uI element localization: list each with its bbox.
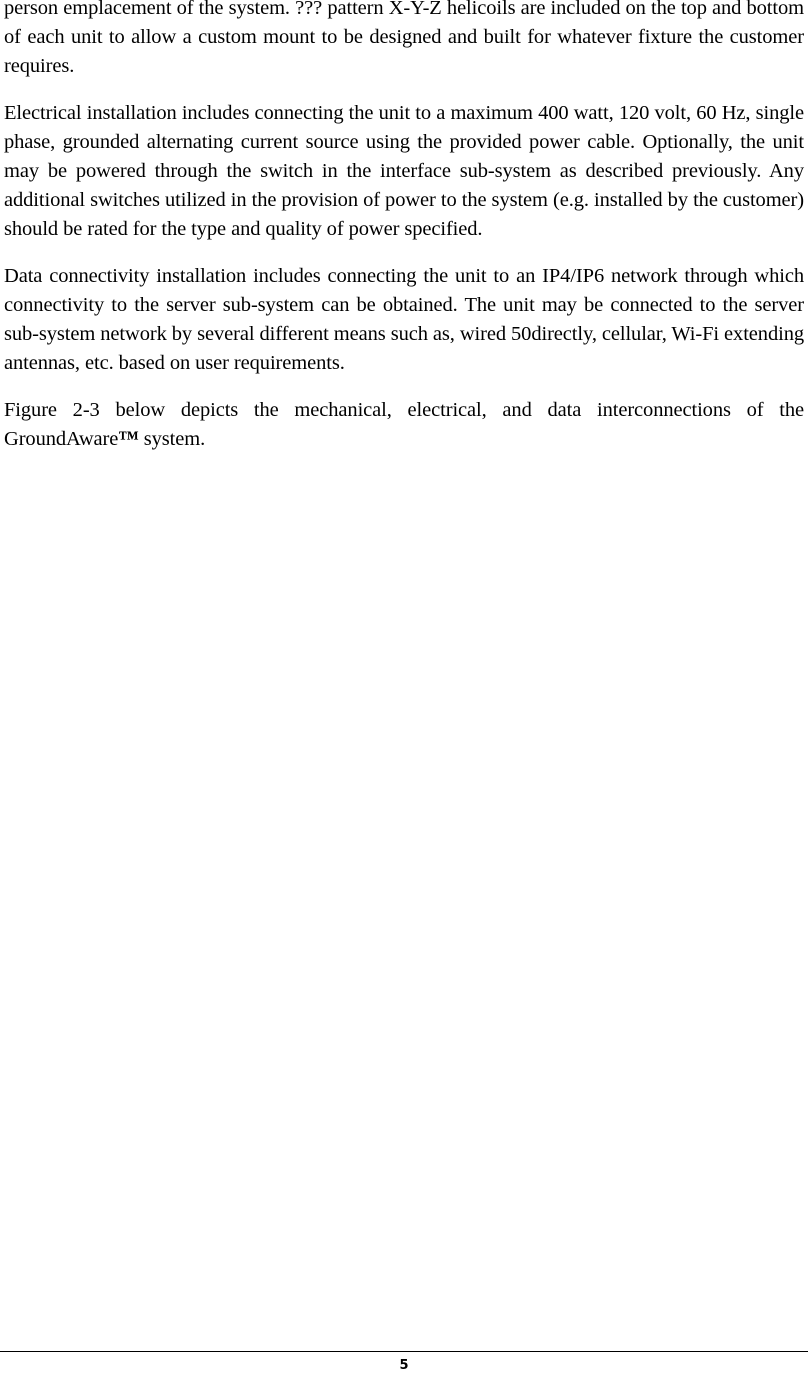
footer-divider xyxy=(0,1351,808,1352)
paragraph-electrical-installation: Electrical installation includes connecting the unit to a maximum 400 watt, 120 volt, 60 Hz, single phase, grounded alternating current source using the provided power cable. Optionally, the unit may be powered through the switch in the interface sub-system as described previously. Any additional switches utilized in the provision of power to the system (e.g. installed by the customer) should be rated for the type and quality of power specified. xyxy=(4,102,804,240)
trademark-symbol: ™ xyxy=(118,428,139,450)
figure-reference-text-end: system. xyxy=(138,428,206,450)
paragraph-data-connectivity: Data connectivity installation includes connecting the unit to an IP4/IP6 network through which connectivity to the server sub-system can be obtained. The unit may be connected to the server sub-system network by several different means such as, wired 50directly, cellular, Wi-Fi extending antennas, etc. based on user requirements. xyxy=(4,265,804,374)
figure-reference-text: Figure 2-3 below depicts the mechanical, electrical, and data interconnections of the GroundAware xyxy=(4,399,804,450)
paragraph-mounting: person emplacement of the system. ??? pattern X-Y-Z helicoils are included on the top and bottom of each unit to allow a custom mount to be designed and built for whatever fixture the customer requires. xyxy=(4,0,804,77)
document-body xyxy=(4,0,804,472)
paragraph-figure-reference xyxy=(4,396,804,454)
page-number: 5 xyxy=(399,1358,409,1373)
